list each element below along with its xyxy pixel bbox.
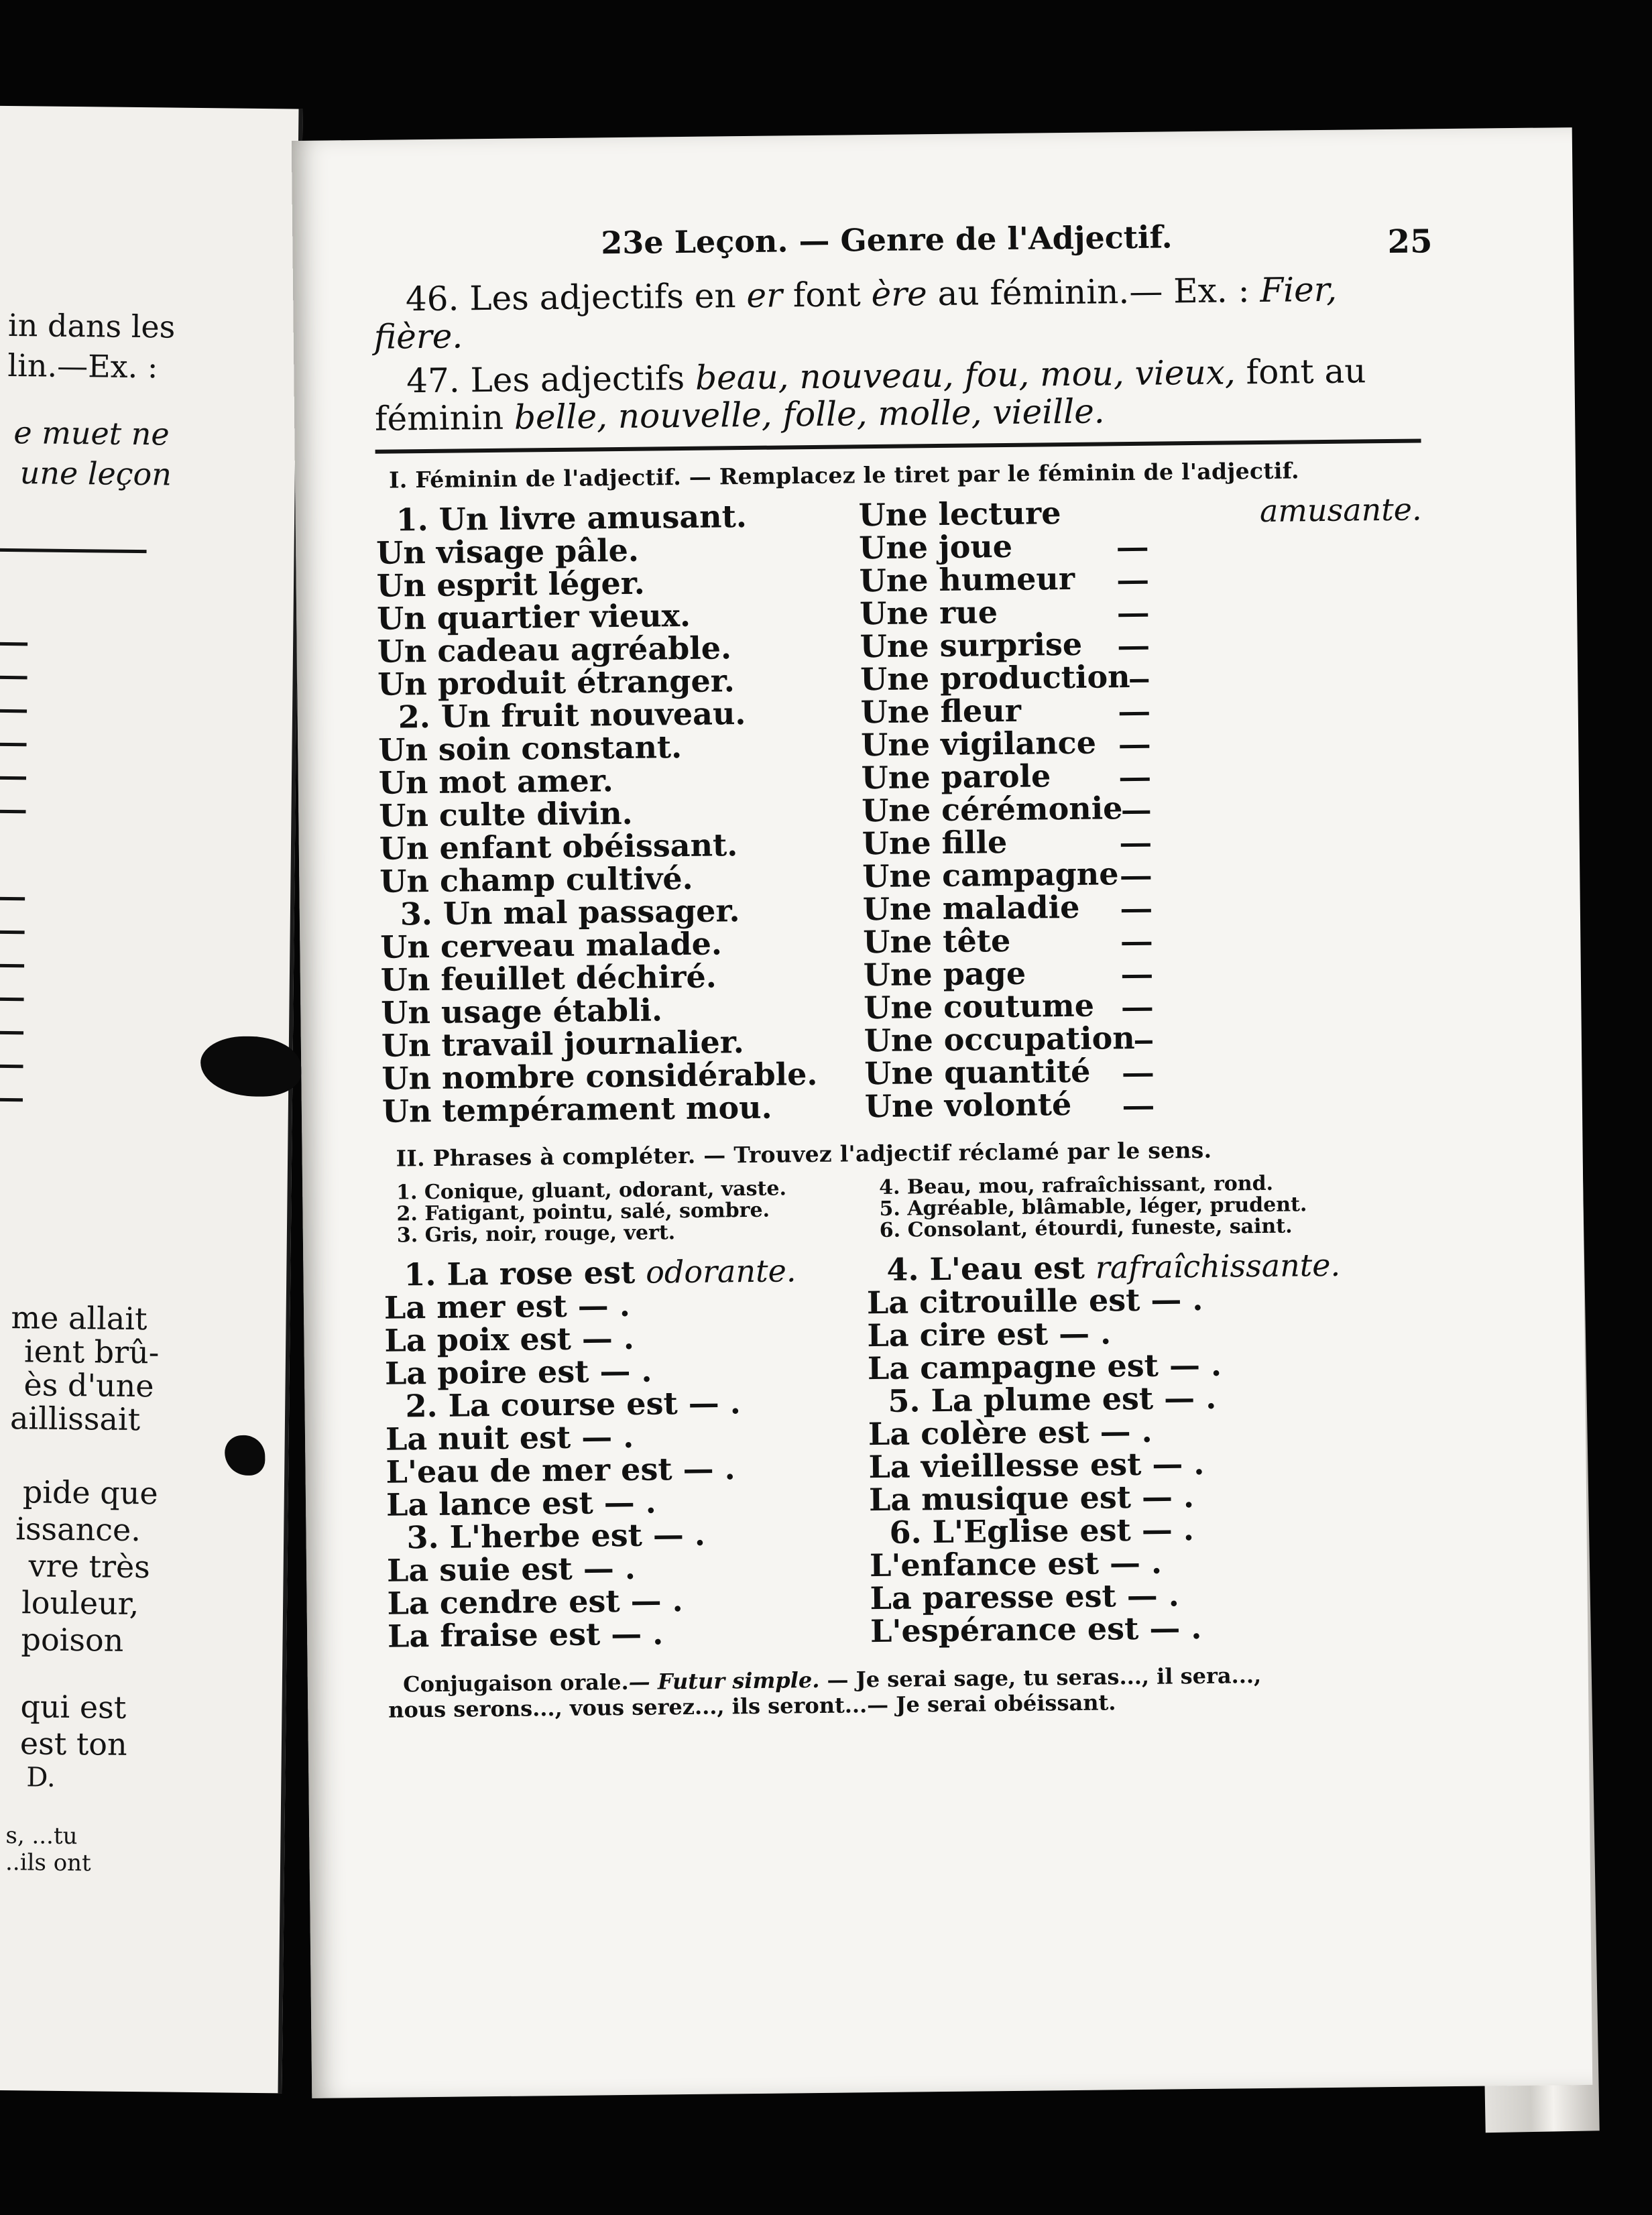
blank-dash xyxy=(1122,811,1150,814)
exercise1-blank: Une maladie xyxy=(863,890,1151,926)
exercise2-item: La musique est — . xyxy=(868,1478,1195,1518)
left-text-line: issance. xyxy=(15,1510,141,1549)
left-text-line: me allait xyxy=(11,1299,148,1337)
exercise1-blank: Une volonté xyxy=(865,1087,1153,1124)
left-dash xyxy=(0,1031,23,1034)
exercise2-item: La lance est — . xyxy=(386,1484,656,1523)
left-dash xyxy=(0,642,27,646)
word-bank-line: 5. Agréable, blâmable, léger, prudent. xyxy=(879,1193,1307,1221)
page-header xyxy=(373,216,1433,274)
exercise1-item: Un cerveau malade. xyxy=(380,925,723,965)
exercise2-item: La cire est — . xyxy=(867,1315,1112,1354)
blank-dash xyxy=(1122,1008,1152,1011)
exercise1-columns xyxy=(375,493,1428,1128)
exercise1-heading: I. Féminin de l'adjectif. — Remplacez le tiret par le féminin de l'adjectif. xyxy=(388,457,1299,493)
exercise1-masculine-column xyxy=(375,499,865,1128)
exercise1-item: Un esprit léger. xyxy=(376,564,646,604)
exercise1-blank: Une rue xyxy=(860,595,1148,631)
left-text-line: s, ...tu xyxy=(5,1822,78,1850)
exercise2-item: La paresse est — . xyxy=(870,1577,1180,1617)
exercise1-blank: Une fleur xyxy=(860,693,1148,729)
exercise2-item: L'espérance est — . xyxy=(870,1609,1202,1650)
left-dash xyxy=(0,676,27,679)
word-bank-right xyxy=(879,1172,1362,1242)
blank-dash xyxy=(1118,581,1148,584)
conjugation-note: Conjugaison orale.— Futur simple. — Je serai sage, tu seras..., il sera..., nous serons..., vous serez..., ils seront...— Je serai obéissant. xyxy=(388,1663,1262,1723)
exercise1-item: Un usage établi. xyxy=(381,992,663,1031)
word-bank-line: 2. Fatigant, pointu, salé, sombre. xyxy=(396,1198,770,1226)
exercise2-item: La citrouille est — . xyxy=(866,1280,1203,1321)
exercise2-heading: II. Phrases à compléter. — Trouvez l'adjectif réclamé par le sens. xyxy=(396,1136,1212,1172)
exercise2-item: La mer est — . xyxy=(384,1286,631,1326)
blank-dash xyxy=(1135,1040,1153,1044)
left-text-line: in dans les xyxy=(7,306,176,345)
exercise2-item: La fraise est — . xyxy=(387,1615,664,1655)
exercise1-item: Un enfant obéissant. xyxy=(379,827,738,867)
blank-dash xyxy=(1118,613,1148,617)
page-content xyxy=(373,216,1434,1722)
exercise2-right-column xyxy=(866,1248,1433,1648)
exercise2-item: 2. La course est — . xyxy=(405,1384,742,1425)
left-text-line: une leçon xyxy=(19,455,172,493)
left-text-line: lin.—Ex. : xyxy=(7,347,158,385)
exercise1-item: Un produit étranger. xyxy=(377,662,735,703)
blank-dash xyxy=(1122,942,1151,945)
exercise1-blank: Une tête xyxy=(863,923,1151,959)
blank-dash xyxy=(1120,778,1150,781)
word-bank xyxy=(396,1171,1429,1246)
exercise2-item: La nuit est — . xyxy=(385,1418,634,1457)
exercise2-item: L'eau de mer est — . xyxy=(386,1450,735,1490)
grammar-rule-46: 46. Les adjectifs en er font ère au féminin.— Ex. : Fier, fière. xyxy=(373,270,1338,357)
blank-dash xyxy=(1121,876,1150,880)
exercise2-left-column xyxy=(384,1254,870,1653)
exercise2-item: L'enfance est — . xyxy=(869,1544,1163,1584)
left-dash xyxy=(0,776,26,780)
left-text-line: poison xyxy=(21,1621,124,1659)
blank-dash xyxy=(1122,909,1151,912)
exercise2-item: La poix est — . xyxy=(384,1319,635,1359)
exercise1-blank: Une humeur xyxy=(859,562,1147,598)
exercise2-item: 5. La plume est — . xyxy=(888,1379,1217,1419)
left-text-line: qui est xyxy=(20,1688,127,1726)
left-text-line: est ton xyxy=(19,1725,127,1762)
left-dash xyxy=(0,964,24,967)
exercise1-item: Un nombre considérable. xyxy=(381,1055,818,1097)
exercise1-blank: Une cérémonie xyxy=(862,792,1150,828)
exercise1-item: Un feuillet déchiré. xyxy=(380,958,717,998)
section-divider xyxy=(375,438,1421,453)
left-dash xyxy=(0,998,24,1001)
exercise1-item: 2. Un fruit nouveau. xyxy=(398,695,746,735)
lesson-title: 23e Leçon. — Genre de l'Adjectif. xyxy=(601,219,1173,261)
blank-dash xyxy=(1122,975,1152,978)
exercise2-item: La vieillesse est — . xyxy=(868,1445,1205,1486)
left-dash xyxy=(0,709,27,713)
exercise2-example: 4. L'eau est rafraîchissante. xyxy=(886,1246,1341,1288)
left-dash xyxy=(0,743,27,746)
exercise1-item: Un quartier vieux. xyxy=(376,597,691,637)
left-dash xyxy=(0,1065,23,1068)
exercise2-item: La cendre est — . xyxy=(387,1582,683,1622)
exercise1-blank: Une quantité xyxy=(864,1055,1153,1091)
exercise1-item: 1. Un livre amusant. xyxy=(396,498,748,538)
left-rule xyxy=(0,548,147,554)
word-bank-left xyxy=(396,1177,880,1247)
exercise2-item: La campagne est — . xyxy=(867,1346,1222,1387)
left-dash xyxy=(0,1098,23,1101)
exercise1-blank: Une vigilance xyxy=(861,726,1149,762)
left-page-fragment xyxy=(0,106,302,2094)
exercise1-blank: Une campagne xyxy=(862,857,1150,894)
word-bank-line: 3. Gris, noir, rouge, vert. xyxy=(396,1221,676,1248)
exercise1-item: Un soin constant. xyxy=(378,729,683,768)
left-text-line: e muet ne xyxy=(13,414,170,453)
left-dash xyxy=(0,810,26,813)
exercise1-item: Un travail journalier. xyxy=(381,1024,745,1064)
exercise1-item: Un mot amer. xyxy=(378,762,614,801)
exercise1-answer-example: Une lecture amusante. xyxy=(858,491,1422,534)
exercise1-item: Un culte divin. xyxy=(379,794,633,834)
exercise2-item: La poire est — . xyxy=(384,1352,652,1392)
exercise1-blank: Une occupation xyxy=(864,1022,1153,1058)
exercise1-blank: Une page xyxy=(864,956,1152,992)
exercise1-item: Un champ cultivé. xyxy=(379,859,693,900)
exercise2-example: 1. La rose est odorante. xyxy=(404,1252,796,1293)
word-bank-line: 4. Beau, mou, rafraîchissant, rond. xyxy=(878,1171,1274,1199)
grammar-rule-47: 47. Les adjectifs beau, nouveau, fou, mou, vieux, font au féminin belle, nouvelle, folle, molle, vieille. xyxy=(374,351,1366,438)
exercise1-item: Un tempérament mou. xyxy=(381,1089,772,1130)
exercise2-item: 6. L'Eglise est — . xyxy=(889,1511,1195,1551)
blank-dash xyxy=(1124,1106,1153,1110)
exercise2-columns xyxy=(384,1248,1433,1653)
left-text-line: louleur, xyxy=(21,1584,139,1622)
word-bank-line: 1. Conique, gluant, odorant, vaste. xyxy=(396,1177,787,1205)
blank-dash xyxy=(1120,745,1149,748)
left-dash xyxy=(0,897,25,900)
blank-dash xyxy=(1120,712,1149,715)
exercise1-feminine-column xyxy=(858,493,1428,1123)
left-text-line: aillissait xyxy=(9,1400,141,1438)
blank-dash xyxy=(1121,843,1150,847)
word-bank-line: 6. Consolant, étourdi, funeste, saint. xyxy=(879,1214,1293,1242)
exercise1-blank: Une parole xyxy=(862,759,1150,795)
blank-dash xyxy=(1130,679,1149,682)
blank-dash xyxy=(1118,548,1147,551)
exercise1-item: Un visage pâle. xyxy=(375,532,640,571)
left-text-line: pide que xyxy=(22,1474,158,1512)
exercise1-blank: Une coutume xyxy=(864,989,1152,1025)
blank-dash xyxy=(1119,646,1148,650)
page-number: 25 xyxy=(1387,223,1433,261)
left-text-line: ès d'une xyxy=(23,1366,154,1404)
exercise1-item: Un cadeau agréable. xyxy=(377,630,732,670)
left-text-line: D. xyxy=(26,1762,56,1793)
exercise1-item: 3. Un mal passager. xyxy=(400,892,740,933)
exercise2-item: 3. L'herbe est — . xyxy=(406,1516,706,1556)
blank-dash xyxy=(1123,1073,1153,1077)
exercise1-blank: Une surprise xyxy=(860,627,1148,664)
book-page xyxy=(292,127,1592,2098)
exercise2-item: La suie est — . xyxy=(386,1549,636,1589)
exercise1-blank: Une fille xyxy=(862,825,1150,861)
left-text-line: ient brû- xyxy=(23,1333,160,1371)
left-text-line: ..ils ont xyxy=(5,1849,91,1877)
exercise2-item: La colère est — . xyxy=(868,1413,1153,1453)
left-dash xyxy=(0,931,25,934)
left-text-line: vre très xyxy=(28,1547,151,1585)
exercise1-blank: Une joue xyxy=(859,529,1147,565)
exercise1-blank: Une production xyxy=(860,660,1148,697)
